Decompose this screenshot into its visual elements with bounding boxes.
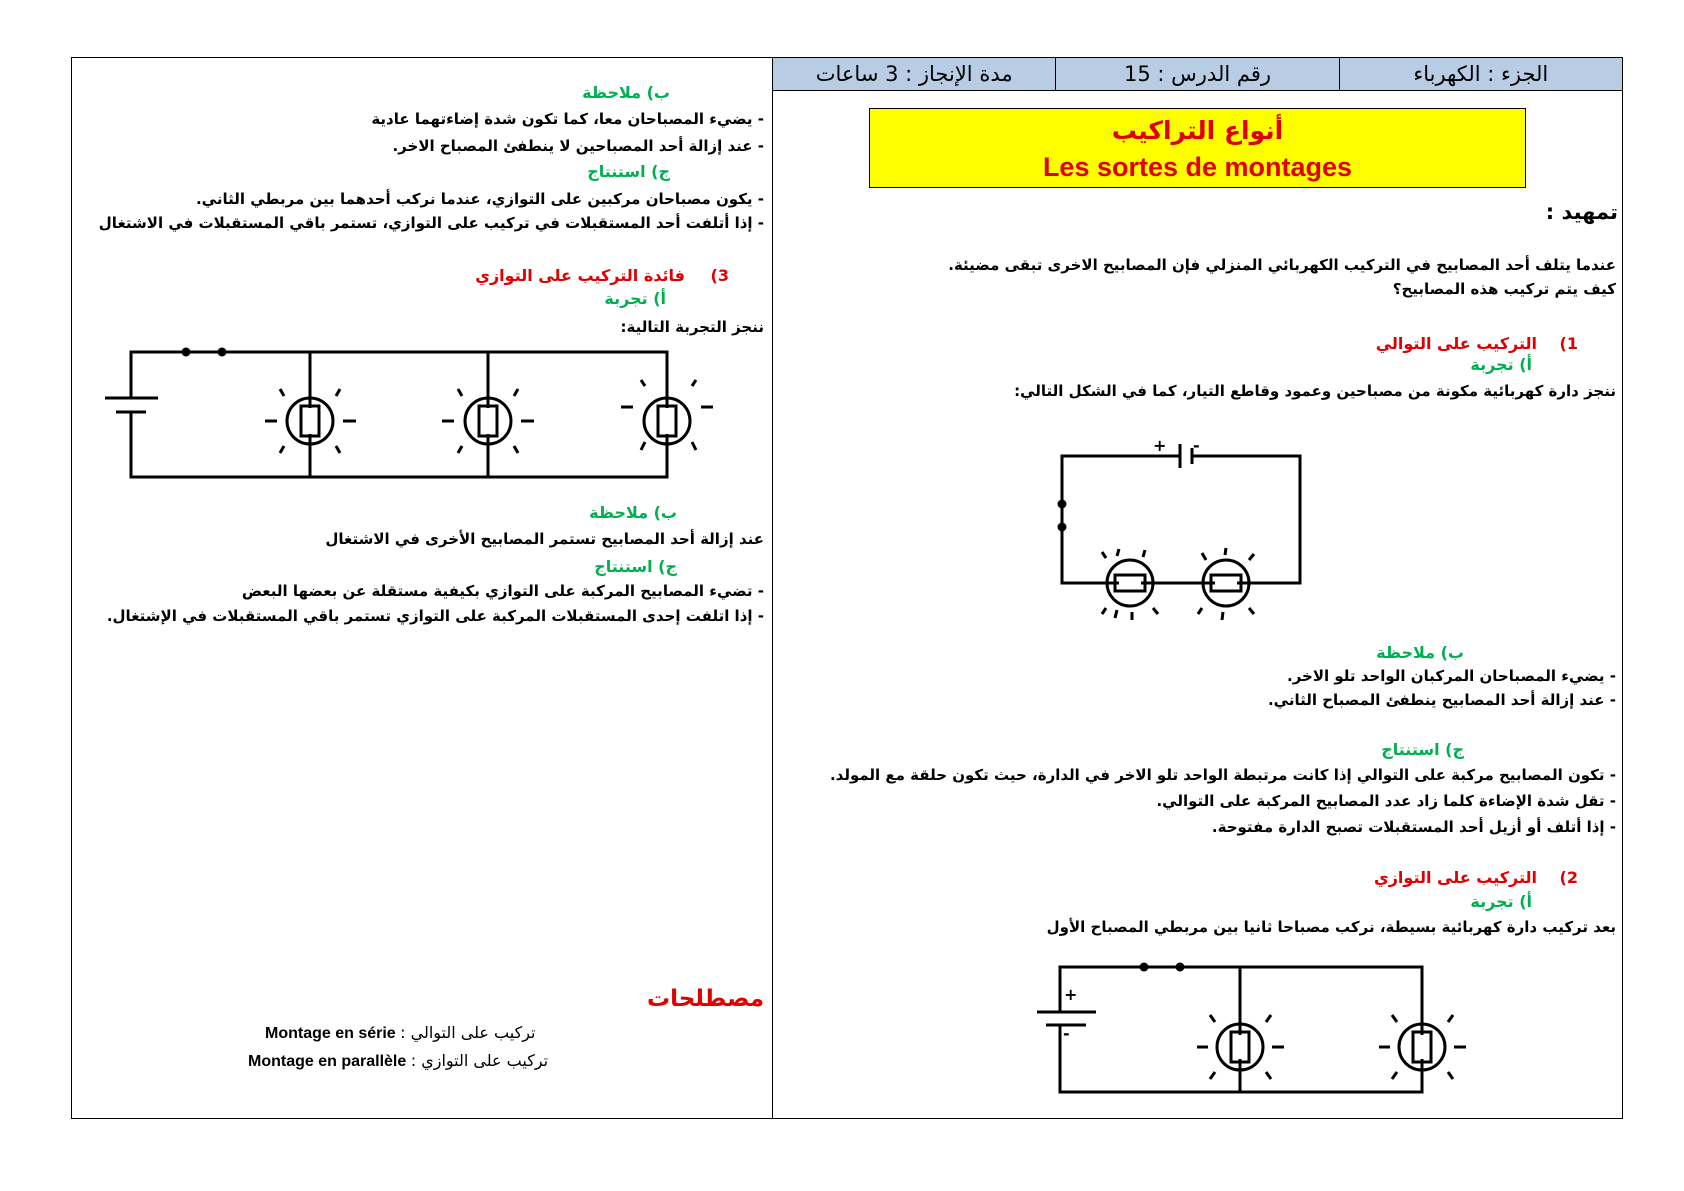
term-1 <box>265 1023 536 1043</box>
section-1-observation-2: - عند إزالة أحد المصابيح ينطفئ المصباح الثاني. <box>1267 691 1616 709</box>
section-2-experiment-text: بعد تركيب دارة كهربائية بسيطة، نركب مصباحا ثانيا بين مربطي المصباح الأول <box>1046 918 1616 936</box>
section-1-experiment-text: ننجز دارة كهربائية مكونة من مصباحين وعمود وقاطع التيار، كما في الشكل التالي: <box>1014 382 1616 400</box>
lesson-title-box <box>869 108 1526 188</box>
section-1-conclusion-1: - تكون المصابيح مركبة على التوالي إذا كانت مرتبطة الواحد تلو الاخر في الدارة، حيث تكون حلقة مع المولد. <box>829 766 1616 784</box>
battery-minus-label: - <box>1193 436 1200 455</box>
section-1-observation-1: - يضيء المصباحان المركبان الواحد تلو الاخر. <box>1287 667 1616 685</box>
section-1-observation-label: ب) ملاحظة <box>1376 643 1464 662</box>
left-conclusion-1: - يكون مصباحان مركبين على التوازي، عندما نركب أحدهما بين مربطي الثاني. <box>195 190 764 208</box>
header-duration: مدة الإنجاز : 3 ساعات <box>773 58 1056 91</box>
left-observation-3: عند إزالة أحد المصابيح تستمر المصابيح الأخرى في الاشتغال <box>325 530 764 548</box>
battery-plus-label-2: + <box>1064 985 1078 1004</box>
left-conclusion-label-1: ج) استنتاج <box>587 162 670 181</box>
term-1-arabic: تركيب على التوالي : <box>400 1023 536 1042</box>
term-2-french: Montage en parallèle <box>248 1053 407 1070</box>
header-part: الجزء : الكهرباء <box>1340 58 1622 91</box>
section-1-conclusion-label: ج) استنتاج <box>1381 740 1464 759</box>
section-1-number: 1) <box>1559 334 1578 353</box>
section-2-title: التركيب على التوازي <box>1374 868 1537 887</box>
section-1-conclusion-2: - تقل شدة الإضاءة كلما زاد عدد المصابيح المركبة على التوالي. <box>1156 792 1616 810</box>
section-1-conclusion-3: - إذا أتلف أو أزيل أحد المستقبلات تصبح الدارة مفتوحة. <box>1211 818 1616 836</box>
section-3-number: 3) <box>710 266 729 285</box>
parallel-circuit-diagram-three-lamps <box>100 344 720 484</box>
left-observation-2: - عند إزالة أحد المصباحين لا ينطفئ المصباح الاخر. <box>392 137 764 155</box>
left-conclusion-label-2: ج) استنتاج <box>594 557 677 576</box>
section-2-number: 2) <box>1559 868 1578 887</box>
section-3-title: فائدة التركيب على التوازي <box>475 266 685 285</box>
section-3-experiment-text: ننجز التجربة التالية: <box>620 318 764 336</box>
intro-heading: تمهيد : <box>1545 200 1618 224</box>
intro-line-1: عندما يتلف أحد المصابيح في التركيب الكهربائي المنزلي فإن المصابيح الاخرى تبقى مضيئة. <box>948 256 1616 274</box>
left-observation-label-2: ب) ملاحظة <box>589 503 677 522</box>
left-conclusion-4: - إذا اتلفت إحدى المستقبلات المركبة على التوازي تستمر باقي المستقبلات في الإشتغال. <box>106 607 764 625</box>
lesson-title-french: Les sortes de montages <box>1042 152 1353 182</box>
term-2-arabic: تركيب على التوازي : <box>410 1051 549 1070</box>
term-1-french: Montage en série <box>265 1025 396 1042</box>
left-conclusion-2: - إذا أتلفت أحد المستقبلات في تركيب على التوازي، تستمر باقي المستقبلات في الاشتغال <box>98 214 764 232</box>
section-2-experiment-label: أ) تجربة <box>1470 892 1532 911</box>
series-circuit-diagram <box>1055 436 1305 636</box>
terms-heading: مصطلحات <box>646 986 764 1012</box>
header-lesson-number: رقم الدرس : 15 <box>1056 58 1339 91</box>
left-observation-1: - يضيء المصباحان معا، كما تكون شدة إضاءتهما عادية <box>371 110 764 128</box>
header-table <box>773 58 1622 91</box>
column-divider <box>772 57 773 1119</box>
lesson-title-arabic: أنواع التراكيب <box>1111 116 1284 145</box>
parallel-circuit-diagram-two-lamps <box>1030 955 1470 1105</box>
section-3-experiment-label: أ) تجربة <box>604 289 666 308</box>
left-conclusion-3: - تضيء المصابيح المركبة على التوازي بكيفية مستقلة عن بعضها البعض <box>241 582 764 600</box>
term-2 <box>248 1051 548 1071</box>
battery-plus-label: + <box>1153 436 1167 455</box>
intro-line-2: كيف يتم تركيب هذه المصابيح؟ <box>1392 280 1616 298</box>
left-observation-label-1: ب) ملاحظة <box>582 83 670 102</box>
section-1-title: التركيب على التوالي <box>1375 334 1537 353</box>
battery-minus-label-2: - <box>1063 1024 1070 1043</box>
section-1-experiment-label: أ) تجربة <box>1470 355 1532 374</box>
